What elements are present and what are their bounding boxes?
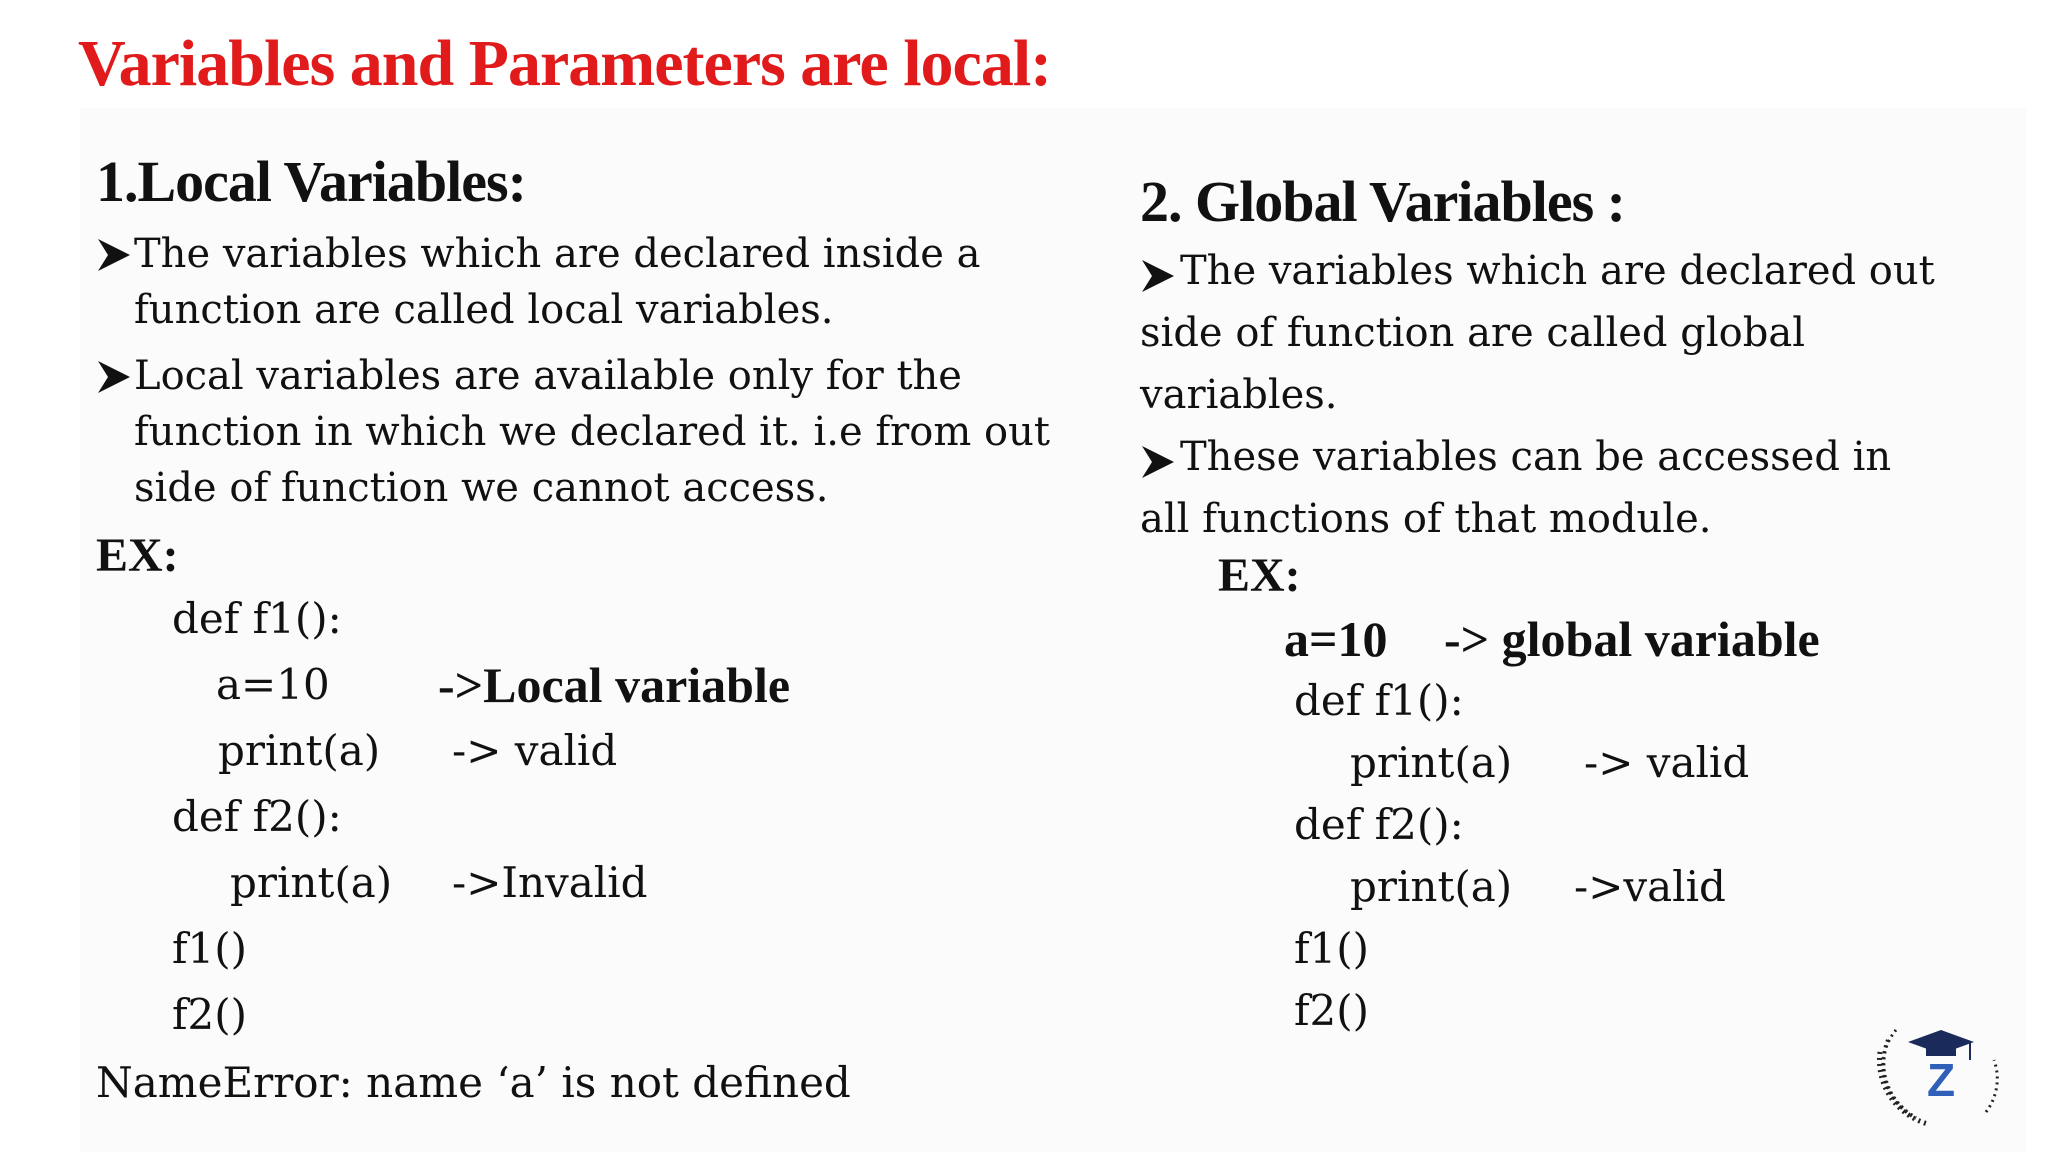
arrowhead-bullet-icon: [96, 356, 132, 412]
local-bullet-text: The variables which are declared inside a function are called local variables.: [134, 231, 981, 333]
local-bullet-item: [96, 348, 1126, 516]
local-code-line: f1(): [172, 924, 248, 973]
slide-title: Variables and Parameters are local:: [78, 27, 1052, 100]
global-variables-heading: 2. Global Variables :: [1140, 169, 1625, 234]
arrowhead-bullet-icon: [1140, 438, 1176, 500]
global-example-label: EX:: [1218, 549, 1301, 602]
local-code-comment: ->Local variable: [438, 657, 791, 713]
global-code-line: print(a): [1350, 862, 1513, 911]
local-bullet-text: Local variables are available only for the function in which we declared it. i.e from out side of function we cannot access.: [134, 353, 1050, 511]
local-code-line: print(a): [230, 858, 393, 907]
local-code-line: a=10: [216, 660, 330, 709]
local-code-line: print(a): [218, 726, 381, 775]
local-code-line: def f1():: [172, 594, 342, 643]
global-bullet-text: These variables can be accessed in all functions of that module.: [1140, 434, 1892, 542]
global-code-line: a=10: [1284, 611, 1388, 667]
local-example-label: EX:: [96, 529, 179, 582]
local-code-comment: -> valid: [452, 726, 618, 775]
global-code-line: def f1():: [1294, 676, 1464, 725]
arrowhead-bullet-icon: [96, 234, 132, 290]
z-graduation-cap-logo: [1866, 1000, 2016, 1130]
channel-logo: [1866, 1000, 2016, 1130]
global-bullet-list: [1140, 240, 1940, 550]
logo-letter: Z: [1926, 1054, 1956, 1106]
global-bullet-item: [1140, 426, 1940, 550]
global-code-comment: ->valid: [1574, 862, 1726, 911]
global-code-comment: -> global variable: [1444, 611, 1820, 667]
local-bullet-list: [96, 226, 1126, 516]
global-bullet-item: [1140, 240, 1940, 426]
global-code-line: f2(): [1294, 986, 1370, 1035]
name-error-message: NameError: name ‘a’ is not defined: [96, 1058, 851, 1107]
arrowhead-bullet-icon: [1140, 252, 1176, 314]
global-code-line: print(a): [1350, 738, 1513, 787]
local-variables-heading: 1.Local Variables:: [96, 149, 526, 214]
local-code-line: def f2():: [172, 792, 342, 841]
local-bullet-item: [96, 226, 1126, 338]
global-code-line: f1(): [1294, 924, 1370, 973]
global-bullet-text: The variables which are declared out side of function are called global variables.: [1140, 248, 1935, 418]
global-code-line: def f2():: [1294, 800, 1464, 849]
local-code-line: f2(): [172, 990, 248, 1039]
global-code-comment: -> valid: [1584, 738, 1750, 787]
local-code-comment: ->Invalid: [452, 858, 648, 907]
